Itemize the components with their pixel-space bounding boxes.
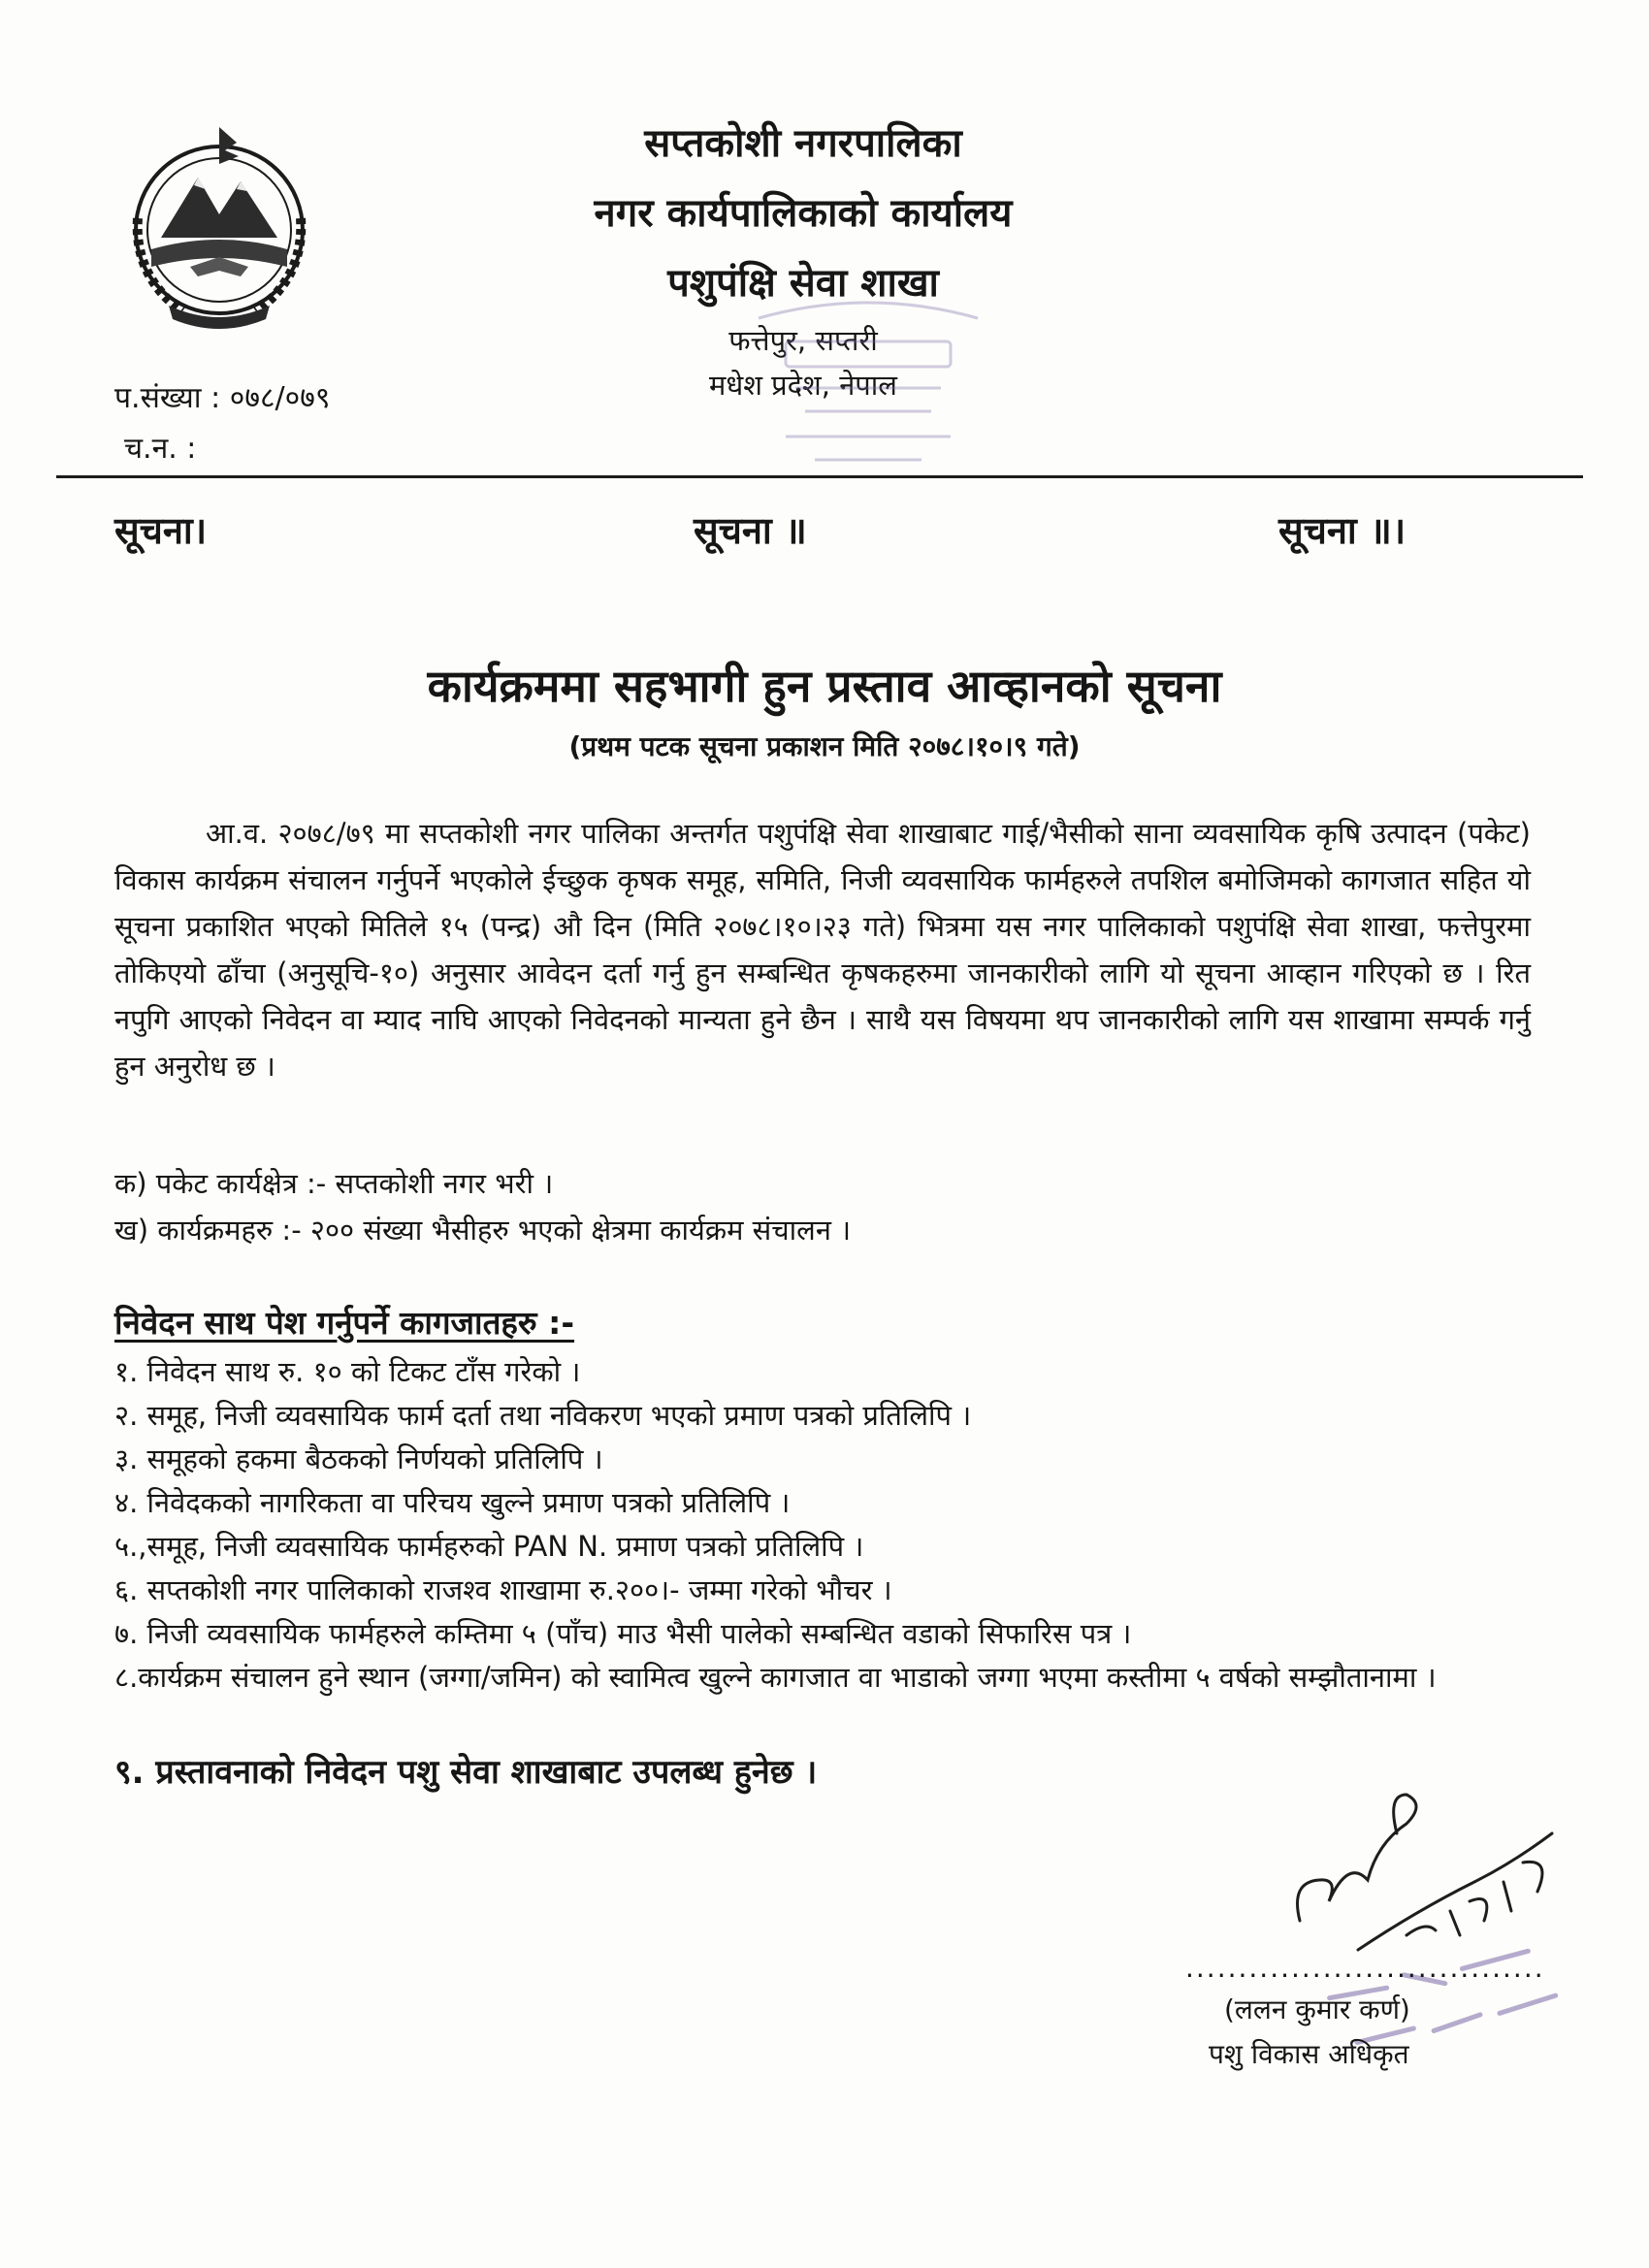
- point-programs: ख) कार्यक्रमहरु :- २०० संख्या भैसीहरु भएको क्षेत्रमा कार्यक्रम संचालन ।: [114, 1214, 852, 1247]
- list-item: ७. निजी व्यवसायिक फार्महरुले कम्तिमा ५ (पाँच) माउ भैसी पालेको सम्बन्धित वडाको सिफारिस पत्र ।: [114, 1617, 1132, 1650]
- list-item: ४. निवेदकको नागरिकता वा परिचय खुल्ने प्रमाण पत्रको प्रतिलिपि ।: [114, 1486, 791, 1519]
- dispatch-number: च.न. :: [124, 432, 197, 466]
- notice-word-center: सूचना ॥: [694, 509, 807, 552]
- municipality-name: सप्तकोशी नगरपालिका: [644, 121, 962, 166]
- header-divider: [56, 475, 1583, 478]
- notice-body: आ.व. २०७८/७९ मा सप्तकोशी नगर पालिका अन्तर्गत पशुपंक्षि सेवा शाखाबाट गाई/भैसीको साना व्यवसायिक कृषि उत्पादन (पकेट) विकास कार्यक्रम संचालन गर्नुपर्ने भएकोले ईच्छुक कृषक समूह, समिति, निजी व्यवसायिक फार्महरुले तपशिल बमोजिमको कागजात सहित यो सूचना प्रकाशित भएको मितिले १५ (पन्द्र) औ दिन (मिति २०७८।१०।२३ गते) भित्रमा यस नगर पालिकाको पशुपंक्षि सेवा शाखा, फत्तेपुरमा तोकिएयो ढाँचा (अनुसूचि-१०) अनुसार आवेदन दर्ता गर्नु हुन सम्बन्धित कृषकहरुमा जानकारीको लागि यो सूचना आव्हान गरिएको छ । रित नपुगि आएको निवेदन वा म्याद नाघि आएको निवेदनको मान्यता हुने छैन । साथै यस विषयमा थप जानकारीको लागि यस शाखामा सम्पर्क गर्नु हुन अनुरोध छ ।: [114, 817, 1531, 1083]
- handwritten-signature: [1261, 1766, 1571, 1960]
- documents-list: [114, 1350, 1531, 1799]
- signature-line: ..................................: [1185, 1952, 1545, 1984]
- documents-heading: निवेदन साथ पेश गर्नुपर्ने कागजातहरु :-: [114, 1304, 575, 1342]
- notice-title: कार्यक्रममा सहभागी हुन प्रस्ताव आव्हानको सूचना: [427, 660, 1222, 712]
- signatory-designation: पशु विकास अधिकृत: [1209, 2038, 1409, 2070]
- address-line-2: मधेश प्रदेश, नेपाल: [709, 369, 897, 402]
- section-name: पशुपंक्षि सेवा शाखा: [667, 261, 939, 306]
- list-item: ९. प्रस्तावनाको निवेदन पशु सेवा शाखाबाट उपलब्ध हुनेछ ।: [114, 1753, 818, 1792]
- list-item: ६. सप्तकोशी नगर पालिकाको राजश्व शाखामा रु.२००।- जम्मा गरेको भौचर ।: [114, 1573, 892, 1606]
- list-item: ५.,समूह, निजी व्यवसायिक फार्महरुको PAN N. प्रमाण पत्रको प्रतिलिपि ।: [114, 1530, 864, 1563]
- address-line-1: फत्तेपुर, सप्तरी: [728, 324, 878, 357]
- list-item: ८.कार्यक्रम संचालन हुने स्थान (जग्गा/जमिन) को स्वामित्व खुल्ने कागजात वा भाडाको जग्गा भएमा कस्तीमा ५ वर्षको सम्झौतानामा ।: [114, 1661, 1437, 1694]
- point-pocket-area: क) पकेट कार्यक्षेत्र :- सप्तकोशी नगर भरी ।: [114, 1167, 554, 1200]
- nepal-government-emblem: [105, 121, 334, 331]
- office-stamp: [747, 291, 989, 475]
- letter-number: प.संख्या : ०७८/०७९: [114, 381, 331, 415]
- list-item: १. निवेदन साथ रु. १० को टिकट टाँस गरेको ।: [114, 1355, 581, 1388]
- office-name: नगर कार्यपालिकाको कार्यालय: [594, 191, 1013, 236]
- list-item: २. समूह, निजी व्यवसायिक फार्म दर्ता तथा नविकरण भएको प्रमाण पत्रको प्रतिलिपि ।: [114, 1399, 972, 1432]
- notice-word-right: सूचना ॥।: [1278, 509, 1406, 552]
- signatory-name: (ललन कुमार कर्ण): [1224, 1993, 1410, 2025]
- notice-word-left: सूचना।: [114, 509, 208, 552]
- notice-subtitle: (प्रथम पटक सूचना प्रकाशन मिति २०७८।१०।९ गते): [568, 730, 1081, 762]
- list-item: ३. समूहको हकमा बैठकको निर्णयको प्रतिलिपि ।: [114, 1442, 603, 1475]
